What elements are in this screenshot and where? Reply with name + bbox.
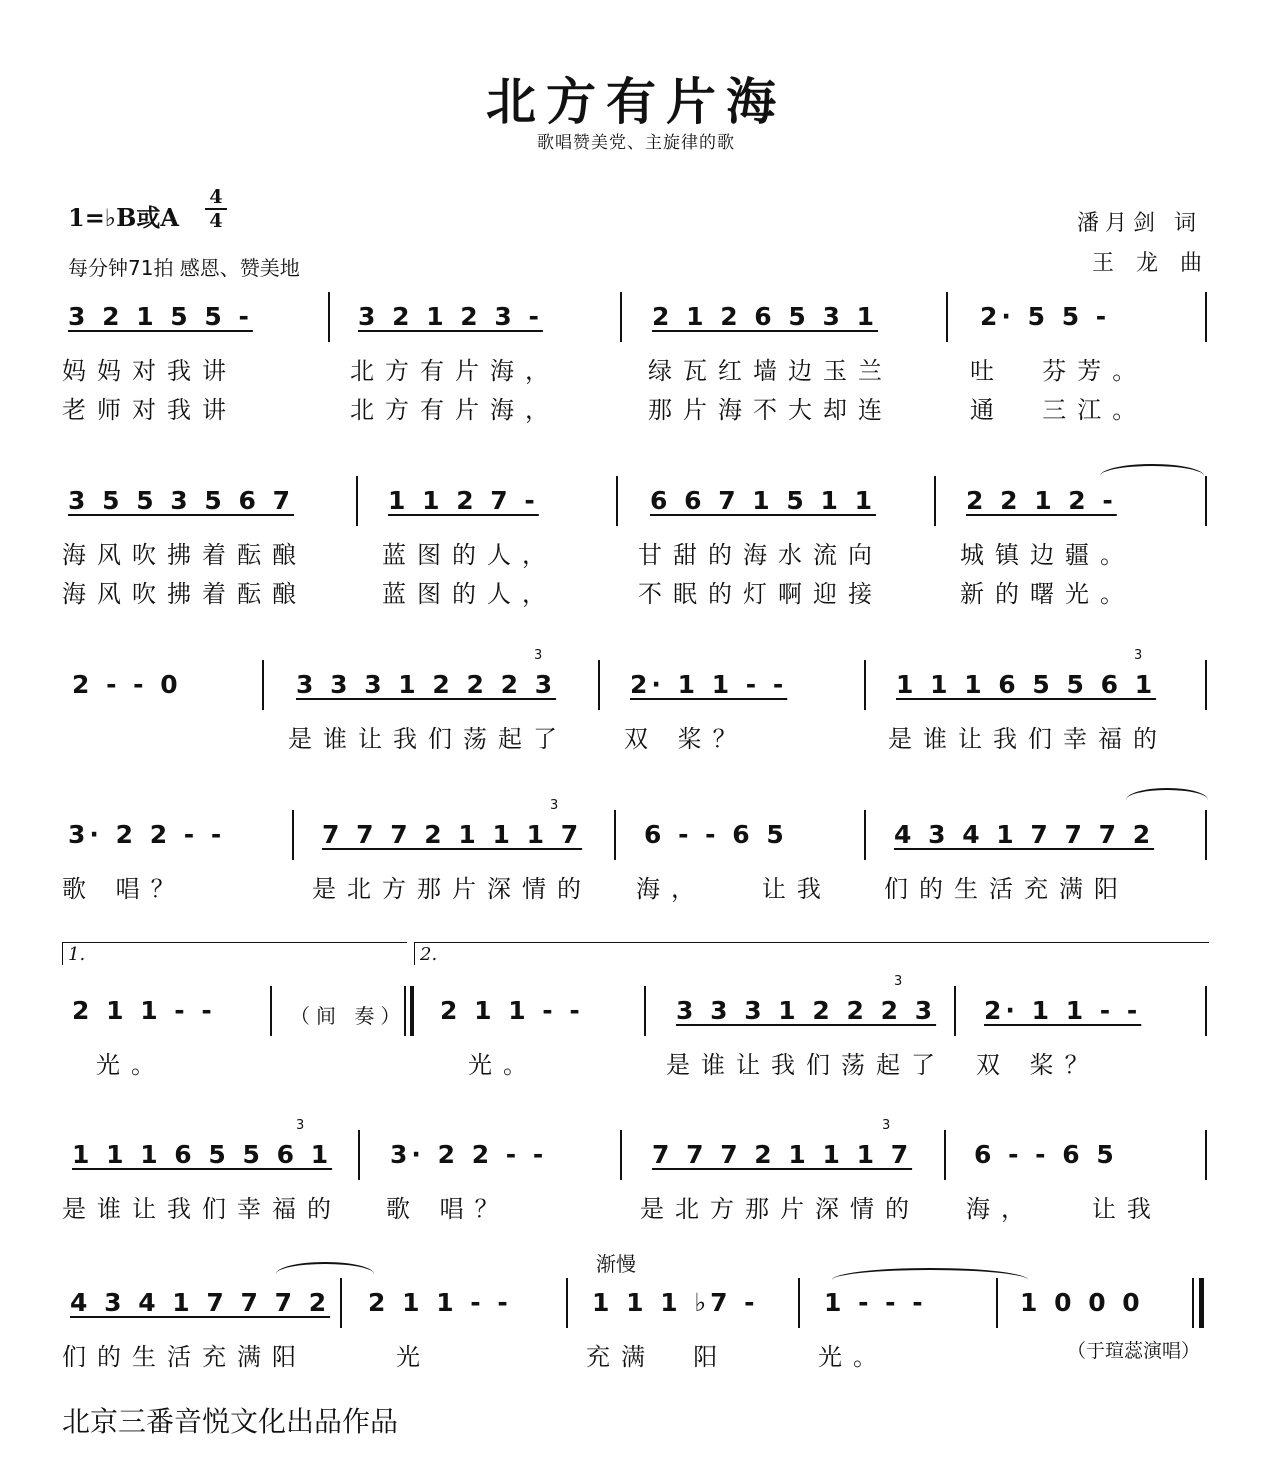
lyric-verse-2: 海风吹拂着酝酿 [62, 580, 307, 608]
bar-line [598, 660, 600, 710]
publisher-footer: 北京三番音悦文化出品作品 [62, 1405, 399, 1438]
triplet-mark: 3 [882, 1118, 891, 1133]
lyric-verse-1: 歌 唱？ [386, 1195, 510, 1223]
lyric-verse-1: 妈妈对我讲 [62, 357, 237, 385]
repeat-bar-line [404, 986, 406, 1036]
lyric-verse-1: 光。 [818, 1343, 888, 1371]
lyric-verse-2: 通 三江。 [970, 396, 1148, 424]
volta-bracket-1 [62, 942, 407, 965]
score-system-2 [0, 486, 1272, 608]
tempo-marking: 每分钟71拍 感恩、赞美地 [68, 256, 300, 280]
score-system-4 [0, 798, 1272, 903]
bar-line [954, 986, 956, 1036]
lyricist-credit: 潘月剑 词 [1077, 211, 1202, 236]
measure-notes: 2 1 2 6 5 3 1 [652, 302, 878, 331]
lyric-verse-1: 光。 [468, 1051, 538, 1079]
tie-mark [832, 1268, 1028, 1280]
lyric-verse-1: 双 桨？ [624, 725, 748, 753]
lyric-verse-2: 老师对我讲 [62, 396, 237, 424]
measure-notes: 7 7 7 2 1 1 1 7 [322, 820, 583, 849]
lyric-verse-1: 城镇边疆。 [960, 541, 1135, 569]
singer-credit: （于瑄蕊演唱） [1066, 1340, 1200, 1362]
bar-line [864, 660, 866, 710]
final-bar-line-thick [1199, 1278, 1204, 1328]
lyric-verse-1: 充满 阳 [586, 1343, 729, 1371]
lyric-verse-1: 海风吹拂着酝酿 [62, 541, 307, 569]
volta-bracket-2 [414, 942, 1209, 965]
bar-line [944, 1130, 946, 1180]
lyric-verse-1: 是谁让我们幸福的 [62, 1195, 342, 1223]
bar-line [620, 292, 622, 342]
lyric-verse-1: 甘甜的海水流向 [638, 541, 883, 569]
measure-notes: 4 3 4 1 7 7 7 2 [70, 1288, 331, 1317]
measure-notes: 3· 2 2 - - [390, 1140, 548, 1169]
bar-line [864, 810, 866, 860]
measure-notes: 2· 1 1 - - [630, 670, 788, 699]
measure-notes: 2· 1 1 - - [984, 996, 1142, 1025]
bar-line [340, 1278, 342, 1328]
bar-line [1205, 1130, 1207, 1180]
score-system-3 [0, 648, 1272, 753]
lyric-verse-1: 歌 唱？ [62, 875, 186, 903]
lyric-verse-2: 新的曙光。 [960, 580, 1135, 608]
measure-notes: 1 1 2 7 - [388, 486, 539, 515]
bar-line [614, 810, 616, 860]
bar-line [644, 986, 646, 1036]
lyric-verse-1: 是北方那片深情的 [312, 875, 592, 903]
bar-line [1205, 660, 1207, 710]
final-bar-line-thin [1192, 1278, 1194, 1328]
bar-line [1205, 986, 1207, 1036]
key-signature: 1=♭B或A [68, 203, 180, 232]
song-title: 北方有片海 [486, 73, 786, 131]
measure-notes: 3· 2 2 - - [68, 820, 226, 849]
bar-line [328, 292, 330, 342]
bar-line [356, 476, 358, 526]
triplet-mark: 3 [894, 974, 903, 989]
measure-notes: 2 1 1 - - [368, 1288, 512, 1317]
measure-notes: 2 1 1 - - [440, 996, 584, 1025]
composer-credit: 王龙曲 [1091, 251, 1224, 276]
bar-line [270, 986, 272, 1036]
interlude-label: （间 奏） [290, 1004, 407, 1028]
bar-line [292, 810, 294, 860]
triplet-mark: 3 [296, 1118, 305, 1133]
measure-notes: 3 3 3 1 2 2 2 3 [296, 670, 557, 699]
lyric-verse-1: 是谁让我们荡起了 [288, 725, 568, 753]
lyric-verse-2: 北方有片海， [350, 396, 560, 424]
measure-notes: 6 - - 6 5 [974, 1140, 1118, 1169]
measure-notes: 1 1 1 ♭7 - [592, 1288, 759, 1317]
bar-line [946, 292, 948, 342]
bar-line [934, 476, 936, 526]
time-signature [205, 186, 227, 232]
lyric-verse-2: 不眠的灯啊迎接 [638, 580, 883, 608]
measure-notes: 2 - - 0 [72, 670, 182, 699]
lyric-verse-2: 蓝图的人， [382, 580, 557, 608]
time-signature-bottom: 4 [205, 208, 227, 232]
volta-label-1: 1. [68, 944, 86, 965]
score-system-5 [0, 944, 1272, 1079]
bar-line [620, 1130, 622, 1180]
lyric-verse-1: 双 桨？ [976, 1051, 1100, 1079]
bar-line [996, 1278, 998, 1328]
triplet-mark: 3 [534, 648, 543, 663]
measure-notes: 2 1 1 - - [72, 996, 216, 1025]
lyric-verse-1: 北方有片海， [350, 357, 560, 385]
measure-notes: 3 2 1 5 5 - [68, 302, 253, 331]
lyric-verse-1: 光 [396, 1343, 431, 1371]
measure-notes: 7 7 7 2 1 1 1 7 [652, 1140, 913, 1169]
measure-notes: 3 3 3 1 2 2 2 3 [676, 996, 937, 1025]
bar-line [1205, 810, 1207, 860]
measure-notes: 3 5 5 3 5 6 7 [68, 486, 294, 515]
tie-mark [276, 1262, 374, 1274]
bar-line [358, 1130, 360, 1180]
score-system-6 [0, 1118, 1272, 1223]
bar-line [566, 1278, 568, 1328]
lyric-verse-1: 海， 让我 [966, 1195, 1162, 1223]
score-system-1 [0, 302, 1272, 424]
triplet-mark: 3 [550, 798, 559, 813]
measure-notes: 4 3 4 1 7 7 7 2 [894, 820, 1155, 849]
bar-line [1205, 476, 1207, 526]
lyric-verse-1: 绿瓦红墙边玉兰 [648, 357, 893, 385]
tie-mark [1126, 788, 1208, 800]
tie-mark [1100, 464, 1204, 476]
lyric-verse-1: 海， 让我 [636, 875, 832, 903]
lyric-verse-1: 是北方那片深情的 [640, 1195, 920, 1223]
measure-notes: 1 0 0 0 [1020, 1288, 1144, 1317]
bar-line [262, 660, 264, 710]
triplet-mark: 3 [1134, 648, 1143, 663]
bar-line [1205, 292, 1207, 342]
measure-notes: 1 - - - [824, 1288, 927, 1317]
lyric-verse-1: 是谁让我们幸福的 [888, 725, 1168, 753]
measure-notes: 6 - - 6 5 [644, 820, 788, 849]
measure-notes: 6 6 7 1 5 1 1 [650, 486, 876, 515]
measure-notes: 2 2 1 2 - [966, 486, 1117, 515]
bar-line [798, 1278, 800, 1328]
bar-line [616, 476, 618, 526]
measure-notes: 3 2 1 2 3 - [358, 302, 543, 331]
lyric-verse-1: 是谁让我们荡起了 [666, 1051, 946, 1079]
lyric-verse-2: 那片海不大却连 [648, 396, 893, 424]
measure-notes: 2· 5 5 - [980, 302, 1111, 331]
measure-notes: 1 1 1 6 5 5 6 1 [896, 670, 1157, 699]
song-subtitle: 歌唱赞美党、主旋律的歌 [537, 133, 735, 153]
lyric-verse-1: 蓝图的人， [382, 541, 557, 569]
lyric-verse-1: 们的生活充满阳 [62, 1343, 307, 1371]
lyric-verse-1: 吐 芬芳。 [970, 357, 1148, 385]
measure-notes: 1 1 1 6 5 5 6 1 [72, 1140, 333, 1169]
lyric-verse-1: 们的生活充满阳 [884, 875, 1129, 903]
tempo-change-mark: 渐慢 [596, 1252, 636, 1276]
volta-label-2: 2. [420, 944, 438, 965]
repeat-bar-line-thick [410, 986, 414, 1036]
lyric-verse-1: 光。 [96, 1051, 166, 1079]
time-signature-top: 4 [209, 186, 223, 208]
